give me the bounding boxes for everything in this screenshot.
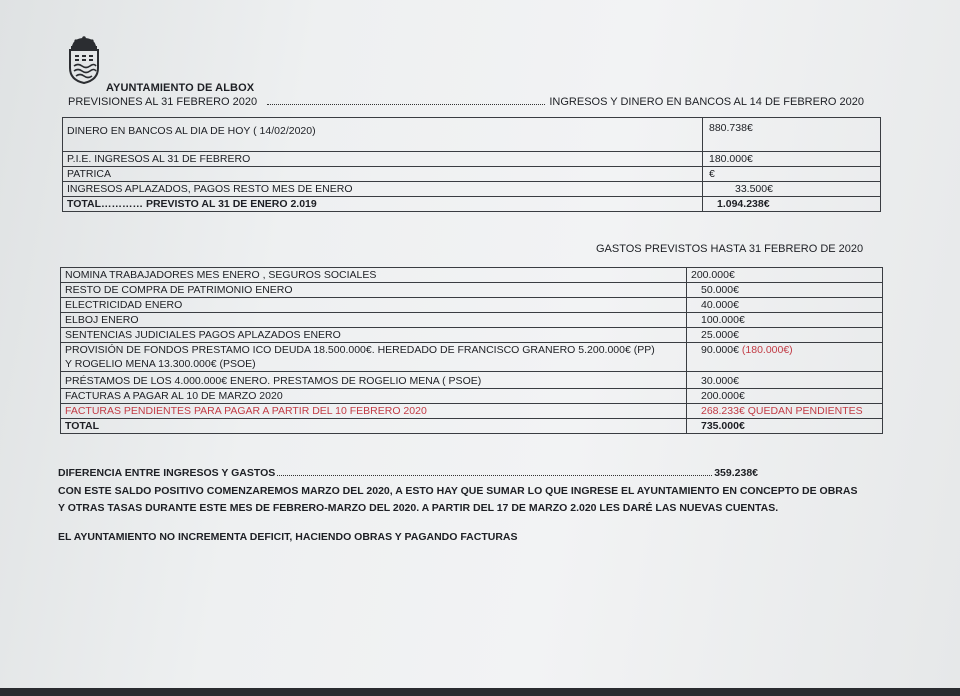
table-row <box>61 298 883 313</box>
row-concept: INGRESOS APLAZADOS, PAGOS RESTO MES DE ENERO <box>63 182 703 197</box>
row-concept: FACTURAS A PAGAR AL 10 DE MARZO 2020 <box>61 389 687 404</box>
row-concept: ELECTRICIDAD ENERO <box>61 298 687 313</box>
total-concept: TOTAL <box>61 419 687 434</box>
row-amount: 40.000€ <box>687 298 883 313</box>
expenses-table <box>60 267 883 434</box>
ico-loan-line2: Y ROGELIO MENA 13.300.000€ (PSOE) <box>65 358 256 370</box>
row-concept: PATRICA <box>63 167 703 182</box>
forecast-label: PREVISIONES AL 31 FEBRERO 2020 <box>68 96 258 108</box>
forecast-line <box>68 96 864 108</box>
row-amount: 25.000€ <box>687 328 883 343</box>
row-concept: NOMINA TRABAJADORES MES ENERO , SEGUROS SOCIALES <box>61 268 687 283</box>
table-row <box>61 372 883 389</box>
dotted-leader <box>277 475 712 476</box>
ico-loan-concept <box>61 343 687 372</box>
table-row <box>61 389 883 404</box>
summary-line-2: Y OTRAS TASAS DURANTE ESTE MES DE FEBRERO-MARZO DEL 2020. A PARTIR DEL 17 DE MARZO 2.020 LES DARÉ LAS NUEVAS CUENTAS. <box>58 502 779 514</box>
row-concept: P.I.E. INGRESOS AL 31 DE FEBRERO <box>63 152 703 167</box>
table-row <box>63 152 881 167</box>
table-row <box>63 167 881 182</box>
table-row <box>63 182 881 197</box>
table-row <box>61 268 883 283</box>
row-concept: PRÉSTAMOS DE LOS 4.000.000€ ENERO. PRESTAMOS DE ROGELIO MENA ( PSOE) <box>61 372 687 389</box>
total-row <box>61 419 883 434</box>
row-amount: 200.000€ <box>687 268 883 283</box>
row-concept: DINERO EN BANCOS AL DIA DE HOY ( 14/02/2020) <box>63 118 703 152</box>
row-amount: 50.000€ <box>687 283 883 298</box>
ico-loan-line1: PROVISIÓN DE FONDOS PRESTAMO ICO DEUDA 18.500.000€. HEREDADO DE FRANCISCO GRANERO 5.200.000€ (PP) <box>65 344 655 356</box>
ico-loan-amount-cell <box>687 343 883 372</box>
pending-row <box>61 404 883 419</box>
pending-concept: FACTURAS PENDIENTES PARA PAGAR A PARTIR DEL 10 FEBRERO 2020 <box>61 404 687 419</box>
row-amount: 30.000€ <box>687 372 883 389</box>
row-amount: € <box>703 167 881 182</box>
closing-statement: EL AYUNTAMIENTO NO INCREMENTA DEFICIT, HACIENDO OBRAS Y PAGANDO FACTURAS <box>58 531 518 543</box>
difference-line <box>58 467 758 479</box>
pending-amount: 268.233€ QUEDAN PENDIENTES <box>687 404 883 419</box>
row-concept: RESTO DE COMPRA DE PATRIMONIO ENERO <box>61 283 687 298</box>
table-row <box>61 343 883 372</box>
row-amount: 100.000€ <box>687 313 883 328</box>
albox-coat-of-arms-icon <box>66 36 102 84</box>
expenses-title: GASTOS PREVISTOS HASTA 31 FEBRERO DE 2020 <box>596 243 864 255</box>
table-row <box>61 328 883 343</box>
income-heading: INGRESOS Y DINERO EN BANCOS AL 14 DE FEBRERO 2020 <box>549 96 864 108</box>
table-row <box>63 118 881 152</box>
difference-value: 359.238€ <box>714 467 758 479</box>
row-amount: 200.000€ <box>687 389 883 404</box>
total-amount: 1.094.238€ <box>703 197 881 212</box>
total-row <box>63 197 881 212</box>
ico-loan-amount-note: (180.000€) <box>741 344 793 356</box>
row-concept: SENTENCIAS JUDICIALES PAGOS APLAZADOS ENERO <box>61 328 687 343</box>
row-concept: ELBOJ ENERO <box>61 313 687 328</box>
row-amount: 880.738€ <box>703 118 881 152</box>
difference-label: DIFERENCIA ENTRE INGRESOS Y GASTOS <box>58 467 276 479</box>
ico-loan-amount: 90.000€ <box>701 344 739 356</box>
organization-name: AYUNTAMIENTO DE ALBOX <box>106 82 255 94</box>
summary-paragraph <box>58 483 898 517</box>
summary-line-1: CON ESTE SALDO POSITIVO COMENZAREMOS MARZO DEL 2020, A ESTO HAY QUE SUMAR LO QUE INGRESE EL AYUNTAMIENTO EN CONCEPTO DE OBRAS <box>58 485 858 497</box>
table-row <box>61 313 883 328</box>
page-bottom-edge <box>0 688 960 696</box>
total-concept: TOTAL………… PREVISTO AL 31 DE ENERO 2.019 <box>63 197 703 212</box>
row-amount: 33.500€ <box>703 182 881 197</box>
dotted-leader <box>267 104 545 105</box>
table-row <box>61 283 883 298</box>
total-amount: 735.000€ <box>687 419 883 434</box>
row-amount: 180.000€ <box>703 152 881 167</box>
income-table <box>62 117 881 212</box>
